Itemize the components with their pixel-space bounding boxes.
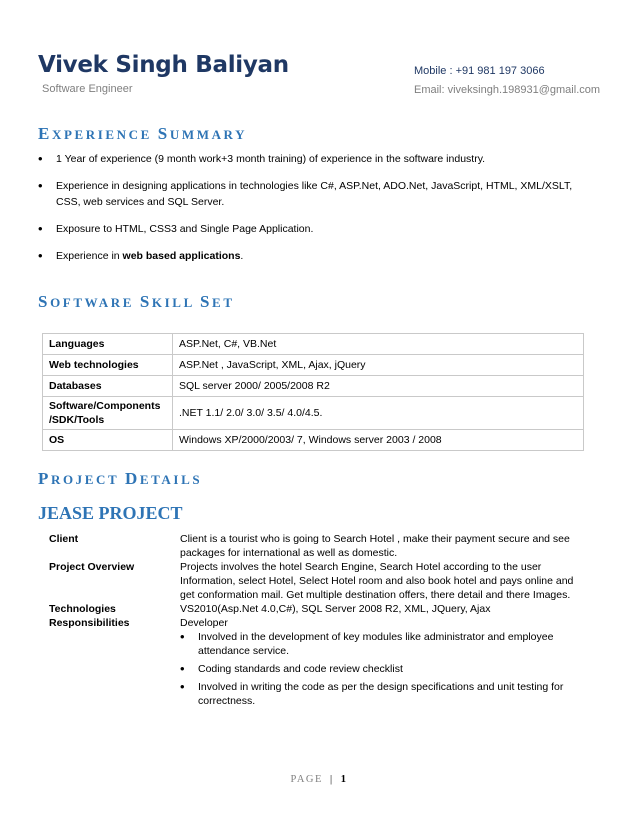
responsibilities-role: Developer — [180, 617, 228, 629]
page-number: 1 — [340, 774, 348, 785]
page-footer — [0, 774, 638, 785]
experience-list — [38, 151, 598, 275]
job-title: Software Engineer — [42, 83, 133, 95]
responsibilities-label: Responsibilities — [49, 617, 130, 629]
skills-table — [42, 333, 584, 451]
candidate-name: Vivek Singh Baliyan — [38, 52, 289, 78]
table-row: Software/Components /SDK/Tools .NET 1.1/ 2.0/ 3.0/ 3.5/ 4.0/4.5. — [43, 397, 584, 430]
list-item: • 1 Year of experience (9 month work+3 month training) of experience in the software industry. — [38, 151, 598, 167]
technologies-value: VS2010(Asp.Net 4.0,C#), SQL Server 2008 R2, XML, JQuery, Ajax — [180, 603, 491, 615]
responsibilities-list — [180, 630, 580, 712]
project-details-heading: PROJECT DETAILS — [38, 469, 203, 488]
overview-label: Project Overview — [49, 561, 135, 573]
list-item: • Exposure to HTML, CSS3 and Single Page Application. — [38, 221, 598, 237]
table-row: OS Windows XP/2000/2003/ 7, Windows server 2003 / 2008 — [43, 430, 584, 451]
technologies-label: Technologies — [49, 603, 116, 615]
experience-summary-heading: EXPERIENCE SUMMARY — [38, 124, 248, 143]
email-address: Email: viveksingh.198931@gmail.com — [414, 84, 601, 96]
table-row: Web technologies ASP.Net , JavaScript, XML, Ajax, jQuery — [43, 355, 584, 376]
page-separator: | — [330, 774, 334, 785]
client-value: Client is a tourist who is going to Search Hotel , make their payment secure and see packages for international as well as domestic. — [180, 533, 570, 559]
table-row: Languages ASP.Net, C#, VB.Net — [43, 334, 584, 355]
overview-value: Projects involves the hotel Search Engine, Search Hotel according to the user Information, select Hotel, Select Hotel room and also book hotel and pays online and get conformation mail. Get multiple destination offers, there detail and there Images. — [180, 561, 574, 601]
table-row: Databases SQL server 2000/ 2005/2008 R2 — [43, 376, 584, 397]
page-label: PAGE — [290, 774, 323, 785]
list-item: • Coding standards and code review checklist — [180, 662, 580, 676]
list-item: • Involved in writing the code as per the design specifications and unit testing for correctness. — [180, 680, 580, 708]
project-title: JEASE PROJECT — [38, 503, 183, 523]
list-item: • Experience in web based applications. — [38, 248, 598, 264]
mobile-number: Mobile : +91 981 197 3066 — [414, 65, 545, 77]
list-item: • Involved in the development of key modules like administrator and employee attendance service. — [180, 630, 580, 658]
list-item: • Experience in designing applications in technologies like C#, ASP.Net, ADO.Net, JavaScript, HTML, XML/XSLT, CSS, web services and SQL Server. — [38, 178, 598, 210]
software-skill-set-heading: SOFTWARE SKILL SET — [38, 292, 235, 311]
client-label: Client — [49, 533, 79, 545]
